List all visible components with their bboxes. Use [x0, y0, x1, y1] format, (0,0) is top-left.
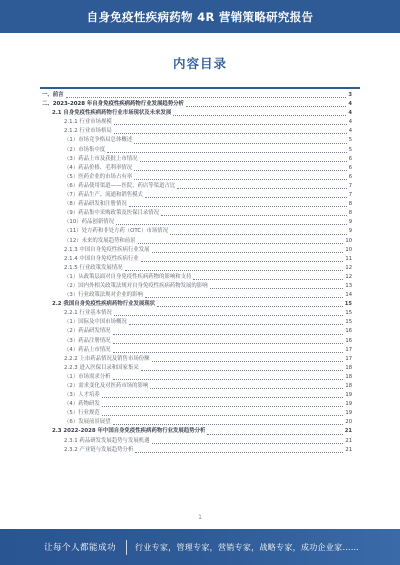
toc-entry-page: 4: [348, 119, 352, 126]
toc-entry-label: （5）行业规范: [64, 410, 100, 417]
toc-entry[interactable]: [42, 427, 352, 436]
toc-entry-label: 2.3.1 药品研发发展趋势与发展机遇: [64, 437, 150, 444]
footer-tagline: 行业专家，管理专家，营销专家，战略专家，成功企业家……: [134, 542, 360, 552]
toc-entry-page: 6: [348, 173, 352, 180]
toc-leader-dots: [141, 260, 344, 262]
toc-entry-label: （1）市场需求分析: [64, 373, 111, 380]
toc-entry-page: 12: [345, 264, 352, 271]
toc-entry[interactable]: [42, 409, 352, 418]
toc-entry-label: （11）处方药和非处方药（OTC）市场情况: [64, 228, 169, 235]
toc-leader-dots: [129, 323, 344, 325]
toc-leader-dots: [114, 132, 347, 134]
toc-leader-dots: [113, 333, 344, 335]
toc-leader-dots: [145, 296, 343, 298]
toc-entry-page: 18: [345, 373, 352, 380]
toc-entry[interactable]: [42, 337, 352, 346]
toc-entry-label: （2）药品研发情况: [64, 328, 111, 335]
toc-entry[interactable]: [42, 355, 352, 364]
toc-entry-page: 8: [348, 210, 352, 217]
toc-entry-label: 2.1 自身免疫性疾病药物行业市场现状及未来发展: [52, 110, 172, 117]
table-of-contents: [42, 91, 352, 455]
toc-entry[interactable]: [42, 437, 352, 446]
toc-entry[interactable]: [42, 264, 352, 273]
toc-entry[interactable]: [42, 100, 352, 109]
toc-leader-dots: [134, 169, 347, 171]
toc-entry-page: 15: [344, 301, 352, 308]
toc-leader-dots: [113, 423, 344, 425]
footer-separator: [126, 540, 127, 555]
toc-entry-label: 2.1.3 中国自身免疫性疾病行业发展: [64, 246, 150, 253]
toc-entry-page: 13: [345, 282, 352, 289]
footer-bar: [0, 529, 400, 565]
toc-entry[interactable]: [42, 109, 352, 118]
toc-entry[interactable]: [42, 136, 352, 145]
toc-entry-label: （9）药品集中采购政策及医保目录情况: [64, 210, 160, 217]
toc-entry-page: 15: [345, 319, 352, 326]
toc-leader-dots: [207, 433, 342, 435]
toc-leader-dots: [152, 251, 344, 253]
toc-entry[interactable]: [42, 327, 352, 336]
toc-entry-page: 5: [348, 146, 352, 153]
toc-entry[interactable]: [42, 164, 352, 173]
toc-entry-label: （2）国内外相关政策法规对自身免疫性疾病药物发展的影响: [64, 282, 208, 289]
toc-entry-label: 2.1.5 行业政策发展情况: [64, 264, 123, 271]
toc-entry-page: 7: [348, 182, 352, 189]
toc-entry[interactable]: [42, 373, 352, 382]
toc-entry-page: 8: [348, 201, 352, 208]
toc-entry-label: （4）药物研发: [64, 401, 100, 408]
toc-leader-dots: [150, 387, 343, 389]
toc-entry[interactable]: [42, 155, 352, 164]
toc-entry-label: （10）药品创新情况: [64, 219, 114, 226]
toc-entry-page: 17: [345, 346, 352, 353]
footer-slogan: 让每个人都能成功: [44, 543, 116, 553]
toc-entry[interactable]: [42, 364, 352, 373]
toc-entry-label: 2.3.2 产业链与发展趋势分析: [64, 446, 134, 453]
toc-entry[interactable]: [42, 118, 352, 127]
toc-entry[interactable]: [42, 91, 352, 100]
toc-entry-label: （3）人才培养: [64, 392, 100, 399]
toc-entry-page: 4: [348, 110, 352, 117]
toc-leader-dots: [152, 442, 344, 444]
toc-entry-label: （7）药品生产、流通和销售模式: [64, 192, 143, 199]
toc-entry[interactable]: [42, 446, 352, 455]
toc-heading: 内容目录: [172, 56, 227, 71]
page-number: 1: [198, 514, 202, 521]
toc-entry-page: 4: [348, 128, 352, 135]
toc-entry-label: （2）市场集中度: [64, 146, 106, 153]
toc-entry-page: 11: [345, 255, 352, 262]
report-title: 自身免疫性疾病药物 4R 营销策略研究报告: [86, 9, 314, 24]
toc-entry-label: （2）需求变化及对医药市场的影响: [64, 383, 149, 389]
toc-leader-dots: [113, 378, 344, 380]
toc-entry[interactable]: [42, 300, 352, 309]
toc-entry-page: 21: [345, 437, 352, 444]
toc-entry-label: （1）从政策层面对自身免疫性疾病药物的影响和支持: [64, 273, 192, 280]
toc-entry-page: 19: [345, 401, 352, 408]
toc-entry[interactable]: [42, 191, 352, 200]
toc-entry-label: 2.2.2 上市药品情况及销售市场份额: [64, 355, 150, 362]
toc-entry[interactable]: [42, 318, 352, 327]
toc-entry-label: （4）药品价格、毛利率情况: [64, 164, 133, 171]
toc-entry-page: 18: [345, 364, 352, 371]
toc-entry-label: （12）未来的发展趋势和前景: [64, 237, 136, 244]
toc-leader-dots: [134, 178, 347, 180]
toc-entry-page: 3: [348, 92, 352, 98]
toc-entry-page: 4: [348, 101, 352, 108]
toc-leader-dots: [107, 151, 347, 153]
toc-leader-dots: [140, 160, 347, 162]
toc-entry[interactable]: [42, 200, 352, 209]
toc-leader-dots: [173, 114, 346, 116]
toc-entry-label: （3）行业政策法规对企业的影响: [64, 292, 143, 299]
toc-leader-dots: [145, 196, 347, 198]
toc-entry-label: （5）医药企业的市场占有率: [64, 173, 133, 180]
toc-entry-page: 7: [348, 192, 352, 199]
toc-entry-label: 2.1.4 中国自身免疫性疾病行业: [64, 255, 139, 262]
toc-entry[interactable]: [42, 309, 352, 318]
toc-entry[interactable]: [42, 282, 352, 291]
toc-entry-label: （1）市场竞争格局总体概述: [64, 137, 133, 144]
toc-entry-label: 一、前言: [42, 92, 64, 98]
toc-entry-label: 2.3 2022-2028 年中国自身免疫性疾病药物行业发展趋势分析: [52, 428, 206, 435]
toc-leader-dots: [113, 342, 344, 344]
toc-entry-label: 2.1.2 行业市场格局: [64, 128, 112, 135]
toc-leader-dots: [135, 451, 343, 453]
toc-entry-page: 6: [348, 164, 352, 171]
toc-leader-dots: [186, 105, 346, 107]
toc-entry[interactable]: [42, 346, 352, 355]
toc-entry-label: （6）发展前景展望: [64, 419, 111, 426]
toc-entry[interactable]: [42, 209, 352, 218]
toc-entry[interactable]: [42, 382, 352, 391]
toc-entry[interactable]: [42, 173, 352, 182]
toc-entry-page: 21: [344, 428, 352, 435]
toc-entry-label: 2.2.3 进入医保目录和国家集采: [64, 364, 139, 371]
toc-leader-dots: [102, 405, 344, 407]
toc-entry-page: 9: [348, 228, 352, 235]
toc-leader-dots: [114, 123, 347, 125]
toc-leader-dots: [157, 305, 343, 307]
toc-entry-page: 5: [348, 137, 352, 144]
toc-entry-label: （3）药品注册情况: [64, 337, 111, 344]
toc-entry-page: 6: [348, 155, 352, 162]
toc-entry[interactable]: [42, 255, 352, 264]
toc-entry-label: （4）药品上市情况: [64, 346, 111, 353]
toc-entry[interactable]: [42, 218, 352, 227]
toc-leader-dots: [152, 360, 344, 362]
toc-entry-page: 17: [345, 355, 352, 362]
toc-entry-page: 19: [345, 392, 352, 399]
toc-entry[interactable]: [42, 400, 352, 409]
toc-divider: [40, 87, 360, 89]
toc-entry-page: 16: [345, 328, 352, 335]
toc-entry-label: （3）药品上市及获批上市情况: [64, 155, 138, 162]
toc-leader-dots: [66, 96, 347, 98]
toc-entry[interactable]: [42, 182, 352, 191]
toc-leader-dots: [116, 223, 347, 225]
toc-entry-page: 9: [348, 219, 352, 226]
report-header-bar: [0, 0, 400, 33]
toc-entry-page: 16: [345, 337, 352, 344]
toc-leader-dots: [193, 278, 343, 280]
toc-leader-dots: [114, 314, 344, 316]
toc-entry-label: 2.2 我国自身免疫性疾病药物行业发展现状: [52, 301, 156, 308]
toc-entry-label: 2.1.1 行业市场规模: [64, 119, 112, 126]
toc-entry-label: 2.2.1 行业基本情况: [64, 310, 112, 317]
toc-entry[interactable]: [42, 418, 352, 427]
toc-entry[interactable]: [42, 291, 352, 300]
toc-leader-dots: [141, 369, 344, 371]
toc-entry-page: 15: [345, 310, 352, 317]
toc-leader-dots: [102, 396, 344, 398]
toc-leader-dots: [134, 142, 347, 144]
toc-entry-label: （6）药品使用渠道——医院、药店等渠道占比: [64, 182, 176, 189]
toc-entry-label: 二、2023-2028 年自身免疫性疾病药物行业发展趋势分析: [42, 101, 184, 108]
toc-leader-dots: [210, 287, 344, 289]
toc-entry[interactable]: [42, 246, 352, 255]
toc-leader-dots: [170, 233, 347, 235]
toc-entry[interactable]: [42, 127, 352, 136]
toc-entry[interactable]: [42, 146, 352, 155]
toc-leader-dots: [161, 214, 347, 216]
toc-entry-page: 10: [345, 237, 352, 244]
toc-leader-dots: [125, 269, 344, 271]
toc-leader-dots: [177, 187, 346, 189]
toc-entry-page: 19: [345, 410, 352, 417]
toc-entry-label: （8）药品研发和注册情况: [64, 201, 127, 208]
toc-entry-page: 14: [345, 292, 352, 299]
toc-entry-page: 18: [345, 383, 352, 389]
toc-entry[interactable]: [42, 391, 352, 400]
toc-leader-dots: [138, 242, 344, 244]
toc-entry[interactable]: [42, 237, 352, 246]
toc-leader-dots: [113, 351, 344, 353]
toc-entry-page: 12: [345, 273, 352, 280]
toc-leader-dots: [102, 414, 344, 416]
toc-entry-page: 21: [345, 446, 352, 453]
toc-entry-page: 10: [345, 246, 352, 253]
toc-entry-page: 20: [345, 419, 352, 426]
toc-entry[interactable]: [42, 227, 352, 236]
toc-leader-dots: [129, 205, 347, 207]
toc-entry[interactable]: [42, 273, 352, 282]
toc-entry-label: （1）国际及中国市场概况: [64, 319, 127, 326]
